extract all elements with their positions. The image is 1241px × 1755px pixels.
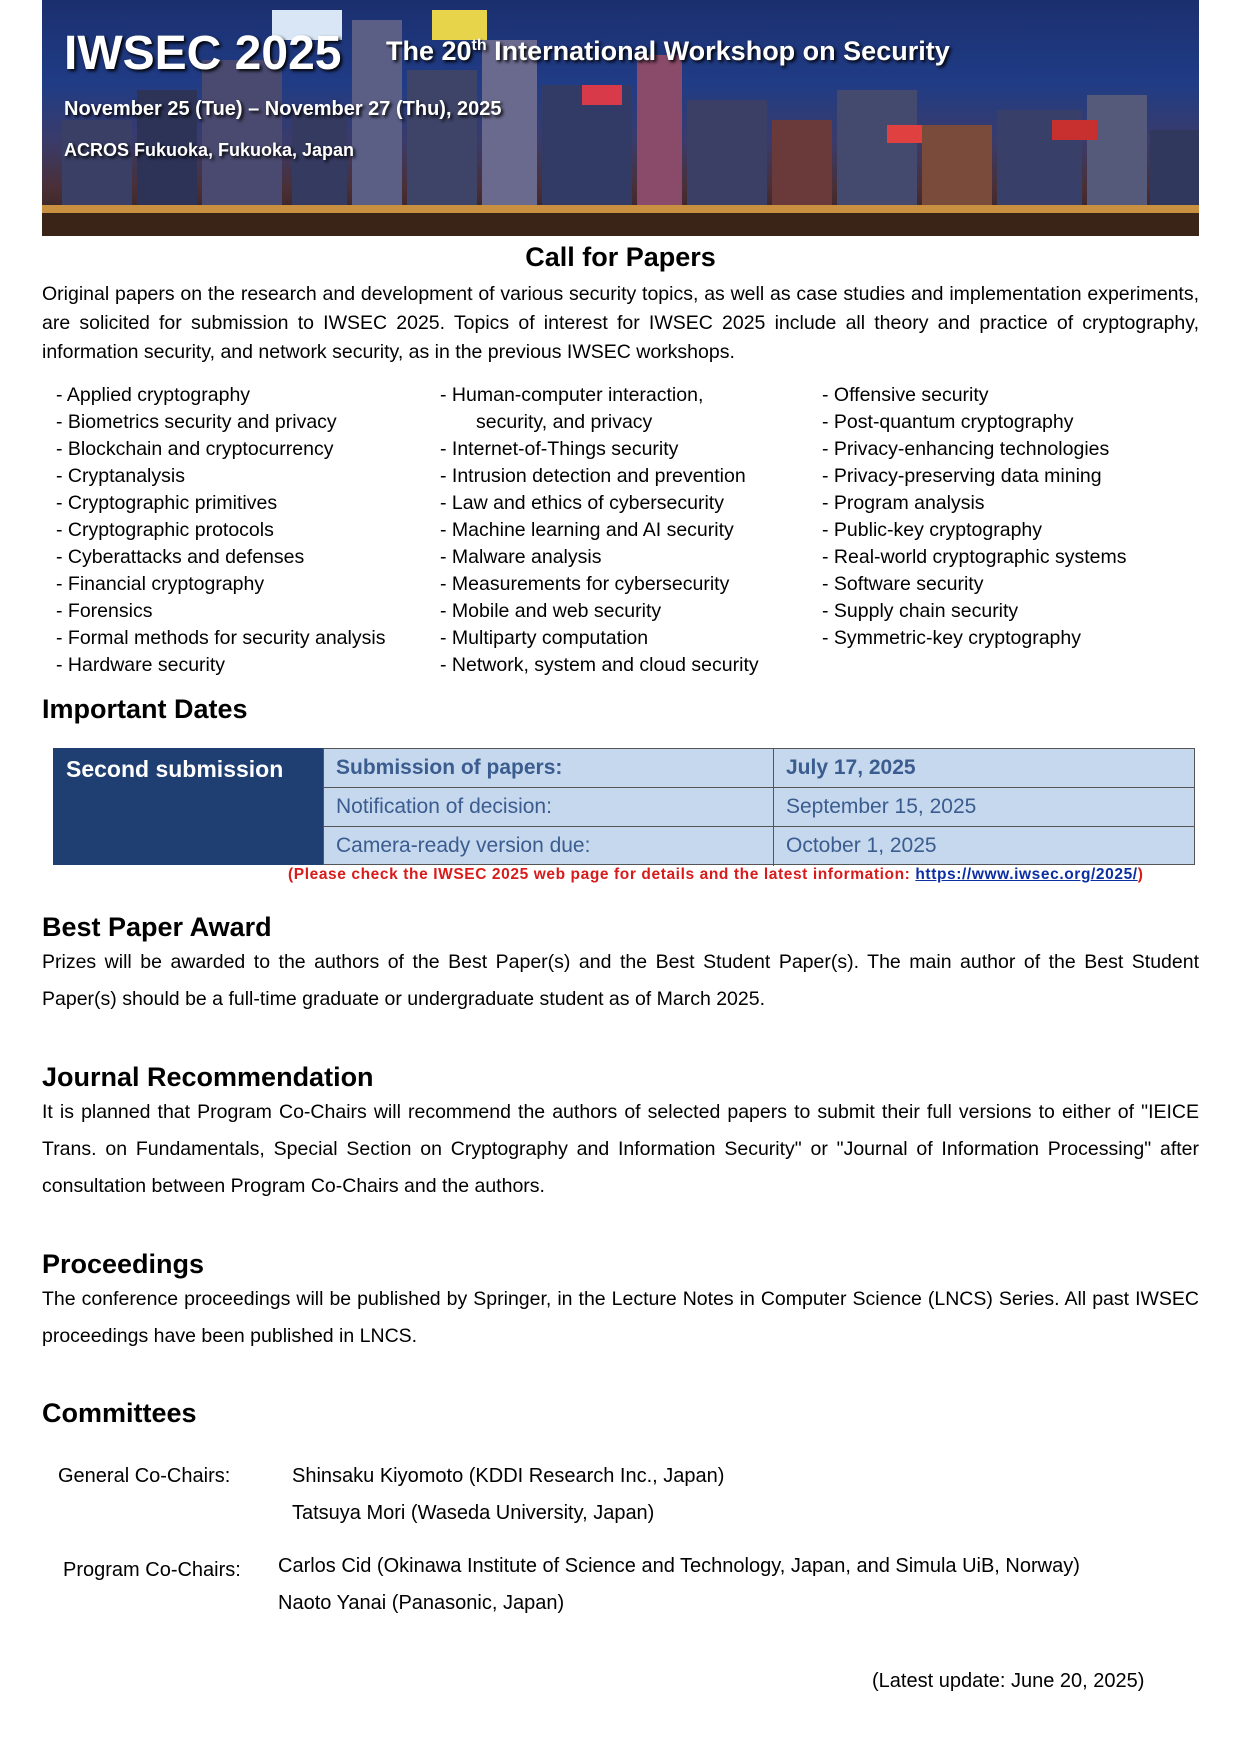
header-banner <box>42 0 1199 236</box>
topic-item: - Internet-of-Things security <box>440 438 679 460</box>
table-row <box>324 749 1194 788</box>
topics-column-1 <box>56 382 385 679</box>
journal-text: It is planned that Program Co-Chairs will recommend the authors of selected papers to submit their full versions to either of "IEICE Trans. on Fundamentals, Special Section on Cryptography and Information Security" or "Journal of Information Processing" after consultation between Program Co-Chairs and the authors. <box>42 1101 1199 1197</box>
topic-item: - Multiparty computation <box>440 627 649 649</box>
topic-item: - Mobile and web security <box>440 600 662 622</box>
topic-item: - Program analysis <box>822 492 985 514</box>
banner-title: IWSEC 2025 <box>64 27 342 80</box>
topic-item: - Privacy-preserving data mining <box>822 465 1102 487</box>
topic-item: - Intrusion detection and prevention <box>440 465 746 487</box>
topic-item: - Measurements for cybersecurity <box>440 573 730 595</box>
iwsec-website-link[interactable]: https://www.iwsec.org/2025/ <box>915 866 1138 883</box>
topic-item: - Software security <box>822 573 984 595</box>
topic-item: - Malware analysis <box>440 546 602 568</box>
table-row <box>324 827 1194 866</box>
call-for-papers-title: Call for Papers <box>525 242 716 272</box>
topic-item: - Public-key cryptography <box>822 519 1043 541</box>
important-dates-heading: Important Dates <box>42 694 248 724</box>
date-label: Notification of decision: <box>324 788 774 826</box>
topic-item: - Cryptanalysis <box>56 465 185 487</box>
topic-item: - Applied cryptography <box>56 384 251 406</box>
committee-member: Shinsaku Kiyomoto (KDDI Research Inc., Japan) <box>292 1465 725 1487</box>
topic-item: - Hardware security <box>56 654 226 676</box>
proceedings-heading: Proceedings <box>42 1249 205 1279</box>
table-row <box>324 788 1194 827</box>
call-for-papers-intro: Original papers on the research and development of various security topics, as well as case studies and implementation experiments, are solicited for submission to IWSEC 2025. Topics of interest for IWSEC 2025 include all theory and practice of cryptography, information security, and network security, as in the previous IWSEC workshops. <box>42 283 1199 363</box>
topic-item-continuation: security, and privacy <box>476 411 653 433</box>
banner-subtitle: The 20th International Workshop on Security <box>386 36 950 66</box>
topic-item: - Cryptographic protocols <box>56 519 274 541</box>
date-value: September 15, 2025 <box>786 795 977 818</box>
committee-member: Carlos Cid (Okinawa Institute of Science and Technology, Japan, and Simula UiB, Norway) <box>278 1555 1080 1577</box>
web-page-notice: (Please check the IWSEC 2025 web page for details and the latest information: https://www.iwsec.org/2025/) <box>288 866 1144 883</box>
banner-venue: ACROS Fukuoka, Fukuoka, Japan <box>64 140 355 160</box>
topic-item: - Biometrics security and privacy <box>56 411 337 433</box>
topic-item: - Forensics <box>56 600 153 622</box>
topic-item: - Offensive security <box>822 384 989 406</box>
topic-item: - Blockchain and cryptocurrency <box>56 438 334 460</box>
important-dates-table <box>53 748 1195 865</box>
dates-grid <box>323 748 1195 865</box>
topic-item: - Human-computer interaction, <box>440 384 704 406</box>
banner-dates: November 25 (Tue) – November 27 (Thu), 2025 <box>64 98 502 120</box>
general-co-chairs-label: General Co-Chairs: <box>58 1465 231 1487</box>
committee-member: Tatsuya Mori (Waseda University, Japan) <box>292 1502 655 1524</box>
date-label: Camera-ready version due: <box>324 827 774 866</box>
topic-item: - Supply chain security <box>822 600 1019 622</box>
committee-member: Naoto Yanai (Panasonic, Japan) <box>278 1592 565 1614</box>
date-label: Submission of papers: <box>324 749 774 787</box>
topic-item: - Cryptographic primitives <box>56 492 278 514</box>
submission-round-cell: Second submission <box>53 748 323 865</box>
topic-item: - Cyberattacks and defenses <box>56 546 305 568</box>
topic-item: - Machine learning and AI security <box>440 519 734 541</box>
topic-item: - Network, system and cloud security <box>440 654 759 676</box>
best-paper-text: Prizes will be awarded to the authors of the Best Paper(s) and the Best Student Paper(s). The main author of the Best Student Paper(s) should be a full-time graduate or undergraduate student as of March 2025. <box>42 951 1199 1010</box>
topic-item: - Law and ethics of cybersecurity <box>440 492 724 514</box>
topic-item: - Formal methods for security analysis <box>56 627 386 649</box>
topic-item: - Post-quantum cryptography <box>822 411 1074 433</box>
journal-heading: Journal Recommendation <box>42 1062 374 1092</box>
topic-item: - Financial cryptography <box>56 573 265 595</box>
topics-column-3 <box>822 382 1127 652</box>
topic-item: - Privacy-enhancing technologies <box>822 438 1110 460</box>
program-co-chairs-label: Program Co-Chairs: <box>63 1559 241 1581</box>
topics-column-2 <box>440 382 759 679</box>
latest-update: (Latest update: June 20, 2025) <box>872 1670 1145 1692</box>
date-value: October 1, 2025 <box>786 834 937 857</box>
topic-item: - Real-world cryptographic systems <box>822 546 1127 568</box>
best-paper-heading: Best Paper Award <box>42 912 272 942</box>
topic-item: - Symmetric-key cryptography <box>822 627 1081 649</box>
committees-heading: Committees <box>42 1398 197 1428</box>
date-value: July 17, 2025 <box>786 756 916 779</box>
proceedings-text: The conference proceedings will be published by Springer, in the Lecture Notes in Computer Science (LNCS) Series. All past IWSEC proceedings have been published in LNCS. <box>42 1288 1199 1347</box>
